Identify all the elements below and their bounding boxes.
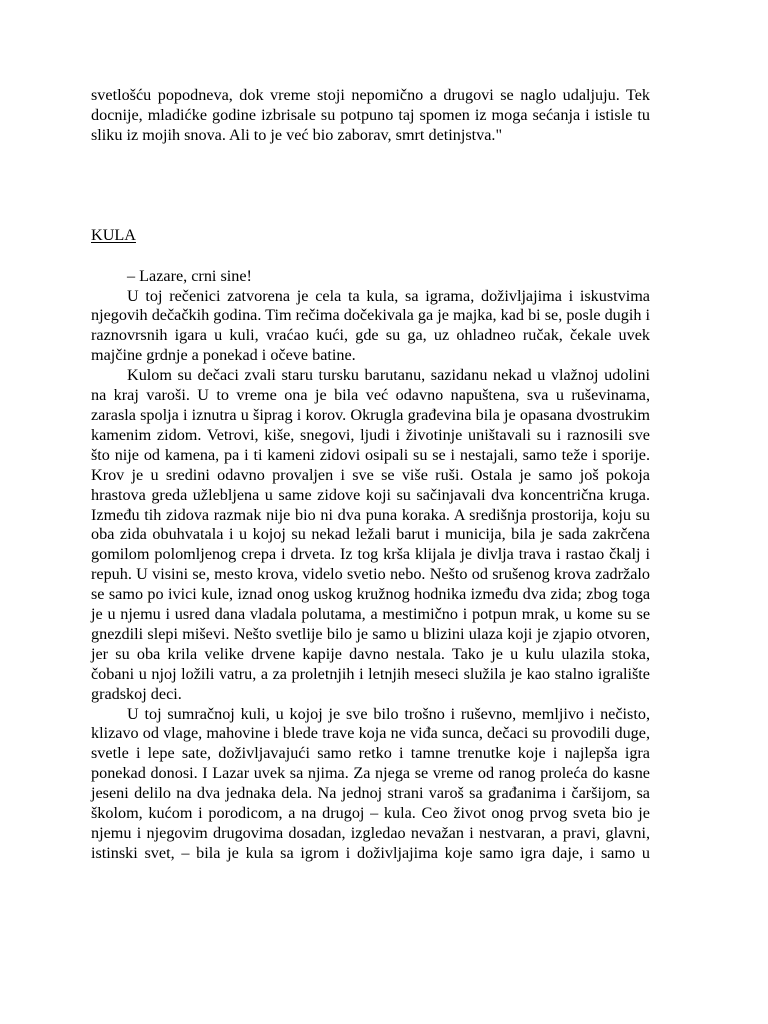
body-paragraph: Kulom su dečaci zvali staru tursku barutanu, sazidanu nekad u vlažnoj udolini na kraj varoši. U to vreme ona je bila već odavno napuštena, sva u ruševinama, zarasla spolja i iznutra u šiprag i korov. Okrugla građevina bila je opasana dvostrukim kamenim zidom. Vetrovi, kiše, snegovi, ljudi i životinje uništavali su i raznosili sve što nije od kamena, pa i ti kameni zidovi osipali su se i nestajali, samo teže i sporije. Krov je u sredini odavno provaljen i sve se više ruši. Ostala je samo još pokoja hrastova greda užlebljena u same zidove koji su sačinjavali dva koncentrična kruga. Između tih zidova razmak nije bio ni dva puna koraka. A središnja prostorija, koju su oba zida obuhvatala i u kojoj su nekad ležali barut i municija, bila je sada zakrčena gomilom polomljenog crepa i drveta. Iz tog krša klijala je divlja trava i rastao čkalj i repuh. U visini se, mesto krova, videlo svetio nebo. Nešto od srušenog krova zadržalo se samo po ivici kule, iznad onog uskog kružnog hodnika između dva zida; zbog toga je u njemu i usred dana vladala polutama, a mestimično i potpun mrak, u kome su se gnezdili slepi miševi. Nešto svetlije bilo je samo u blizini ulaza koji je zjapio otvoren, jer su oba krila velike drvene kapije davno nestala. Tako je u kulu ulazila stoka, čobani u njoj ložili vatru, a za proletnjih i letnjih meseci služila je kao stalno igralište gradskoj deci.: [91, 366, 650, 703]
dialogue-line: – Lazare, crni sine!: [127, 266, 252, 285]
document-page: [91, 86, 650, 864]
section-heading: KULA: [91, 225, 136, 244]
intro-paragraph: svetlošću popodneva, dok vreme stoji nepomično a drugovi se naglo udaljuju. Tek docnije, mladićke godine izbrisale su potpuno taj spomen iz moga sećanja i istisle tu sliku iz mojih snova. Ali to je već bio zaborav, smrt detinjstva.": [91, 86, 650, 144]
body-paragraph: U toj sumračnoj kuli, u kojoj je sve bilo trošno i ruševno, memljivo i nečisto, klizavo od vlage, mahovine i blede trave koja ne viđa sunca, dečaci su provodili duge, svetle i lepe sate, doživljavajući samo retko i tamne trenutke koje i najlepša igra ponekad donosi. I Lazar uvek sa njima. Za njega se vreme od ranog proleća do kasne jeseni delilo na dva jednaka dela. Na jednoj strani varoš sa građanima i čaršijom, sa školom, kućom i porodicom, a na drugoj – kula. Ceo život onog prvog sveta bio je njemu i njegovim drugovima dosadan, izgledao nevažan i nestvaran, a pravi, glavni, istinski svet, – bila je kula sa igrom i doživljajima koje samo igra daje, i samo u: [91, 704, 650, 862]
body-paragraph: U toj rečenici zatvorena je cela ta kula, sa igrama, doživljajima i iskustvima njegovih dečačkih godina. Tim rečima dočekivala ga je majka, kad bi se, posle dugih i raznovrsnih igara u kuli, vraćao kući, gde su ga, uz ohladneo ručak, čekale uvek majčine grdnje a ponekad i očeve batine.: [91, 286, 650, 365]
